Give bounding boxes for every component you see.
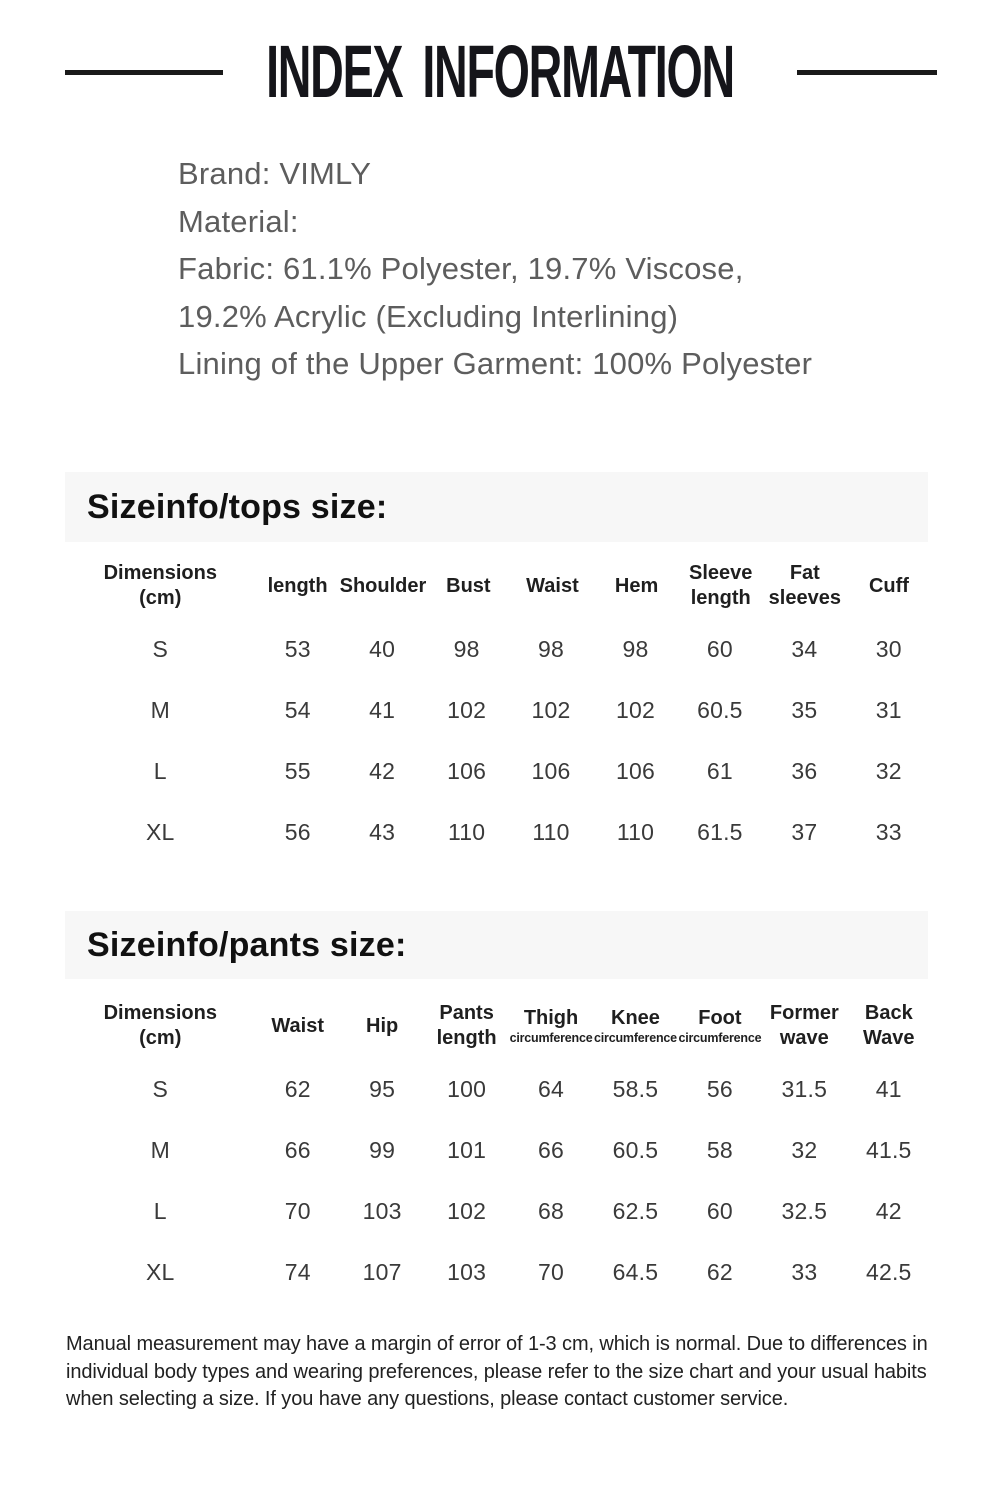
pants-table-header-row bbox=[65, 993, 931, 1059]
size-label: L bbox=[153, 758, 167, 784]
size-cell: 60 bbox=[706, 1198, 733, 1224]
tops-header-fat-sleeves: Fat sleeves bbox=[768, 562, 841, 609]
size-cell: 62.5 bbox=[612, 1198, 659, 1224]
tops-header-bust: Bust bbox=[446, 574, 491, 597]
size-cell: 60 bbox=[706, 636, 733, 662]
size-cell: 98 bbox=[453, 636, 480, 662]
size-cell: 66 bbox=[284, 1137, 311, 1163]
size-cell: 98 bbox=[538, 636, 565, 662]
pants-row-xl bbox=[65, 1242, 931, 1303]
size-cell: 110 bbox=[447, 819, 486, 845]
size-cell: 62 bbox=[706, 1259, 733, 1285]
material-line: Material: bbox=[178, 203, 299, 239]
size-cell: 35 bbox=[791, 697, 818, 723]
size-cell: 102 bbox=[615, 697, 655, 723]
size-label: XL bbox=[145, 819, 175, 845]
size-cell: 102 bbox=[531, 697, 571, 723]
pants-header-dimensions: Dimensions (cm) bbox=[103, 1002, 217, 1049]
pants-header-back-wave: Back Wave bbox=[863, 1002, 915, 1049]
title-divider-right bbox=[797, 70, 937, 75]
size-cell: 30 bbox=[875, 636, 902, 662]
size-cell: 41 bbox=[875, 1076, 902, 1102]
size-cell: 41.5 bbox=[865, 1137, 912, 1163]
pants-section-heading-label: Sizeinfo/pants size: bbox=[87, 925, 407, 964]
size-cell: 32.5 bbox=[781, 1198, 828, 1224]
size-cell: 110 bbox=[616, 819, 655, 845]
tops-header-hem: Hem bbox=[614, 574, 659, 597]
size-cell: 106 bbox=[531, 758, 571, 784]
fabric-line: Fabric: 61.1% Polyester, 19.7% Viscose, bbox=[178, 251, 744, 286]
pants-section-heading bbox=[65, 911, 928, 979]
measurement-disclaimer: Manual measurement may have a margin of error of 1-3 cm, which is normal. Due to differences in individual body types and wearing preferences, please refer to the size chart and your usual habits when selecting a size. If you have any questions, please contact customer service. bbox=[66, 1333, 928, 1410]
tops-row-m bbox=[65, 680, 931, 741]
title-banner bbox=[0, 30, 1000, 113]
size-cell: 58.5 bbox=[612, 1076, 659, 1102]
size-cell: 40 bbox=[369, 636, 396, 662]
size-cell: 32 bbox=[791, 1137, 818, 1163]
size-cell: 34 bbox=[791, 636, 818, 662]
size-cell: 102 bbox=[447, 1198, 487, 1224]
size-cell: 106 bbox=[615, 758, 655, 784]
size-cell: 100 bbox=[447, 1076, 487, 1102]
size-cell: 107 bbox=[362, 1259, 402, 1285]
size-cell: 70 bbox=[284, 1198, 311, 1224]
size-cell: 61.5 bbox=[697, 819, 743, 845]
size-cell: 101 bbox=[447, 1137, 487, 1163]
size-cell: 70 bbox=[538, 1259, 565, 1285]
size-cell: 31.5 bbox=[781, 1076, 828, 1102]
lining-line: Lining of the Upper Garment: 100% Polyester bbox=[178, 346, 813, 381]
size-cell: 99 bbox=[369, 1137, 396, 1163]
pants-header-foot-circumference: Foot circumference bbox=[678, 1006, 762, 1045]
size-cell: 42.5 bbox=[865, 1259, 912, 1285]
size-cell: 74 bbox=[284, 1259, 311, 1285]
pants-header-thigh-circumference: Thigh circumference bbox=[509, 1006, 593, 1045]
pants-header-waist: Waist bbox=[271, 1014, 325, 1037]
tops-header-waist: Waist bbox=[526, 574, 579, 597]
pants-header-pants-length: Pants length bbox=[436, 1002, 497, 1049]
size-cell: 66 bbox=[538, 1137, 565, 1163]
tops-size-table bbox=[65, 553, 931, 863]
size-cell: 43 bbox=[369, 819, 396, 845]
size-cell: 110 bbox=[532, 819, 570, 845]
tops-header-shoulder: Shoulder bbox=[339, 574, 427, 597]
pants-row-l bbox=[65, 1181, 931, 1242]
tops-section-heading-label: Sizeinfo/tops size: bbox=[87, 487, 388, 526]
pants-header-hip: Hip bbox=[366, 1014, 399, 1037]
size-cell: 102 bbox=[447, 697, 487, 723]
size-label: L bbox=[153, 1198, 167, 1224]
size-label: M bbox=[150, 697, 170, 723]
size-cell: 60.5 bbox=[612, 1137, 659, 1163]
size-cell: 56 bbox=[706, 1076, 733, 1102]
brand-line: Brand: VIMLY bbox=[178, 156, 372, 191]
tops-header-sleeve-length: Sleeve length bbox=[689, 562, 753, 609]
size-label: S bbox=[152, 636, 169, 662]
tops-header-dimensions: Dimensions (cm) bbox=[103, 562, 217, 609]
size-cell: 33 bbox=[875, 819, 902, 845]
page-title: INDEX INFORMATION bbox=[266, 30, 734, 113]
size-cell: 60.5 bbox=[697, 697, 743, 723]
size-cell: 95 bbox=[369, 1076, 396, 1102]
size-cell: 41 bbox=[369, 697, 396, 723]
size-cell: 64.5 bbox=[612, 1259, 659, 1285]
size-cell: 58 bbox=[706, 1137, 733, 1163]
size-cell: 56 bbox=[284, 819, 311, 845]
tops-row-xl bbox=[65, 802, 931, 863]
size-cell: 61 bbox=[706, 758, 733, 784]
tops-row-s bbox=[65, 619, 931, 680]
size-cell: 103 bbox=[447, 1259, 487, 1285]
size-cell: 31 bbox=[875, 697, 902, 723]
size-cell: 62 bbox=[284, 1076, 311, 1102]
size-label: M bbox=[150, 1137, 170, 1163]
size-cell: 36 bbox=[791, 758, 818, 784]
size-cell: 33 bbox=[791, 1259, 818, 1285]
size-cell: 55 bbox=[284, 758, 311, 784]
pants-header-knee-circumference: Knee circumference bbox=[594, 1006, 677, 1045]
fabric-line-2: 19.2% Acrylic (Excluding Interlining) bbox=[178, 298, 679, 334]
size-cell: 42 bbox=[369, 758, 396, 784]
product-info bbox=[178, 150, 812, 388]
tops-header-cuff: Cuff bbox=[868, 574, 909, 597]
tops-row-l bbox=[65, 741, 931, 802]
size-cell: 42 bbox=[875, 1198, 902, 1224]
pants-header-former-wave: Former wave bbox=[769, 1002, 839, 1049]
size-cell: 106 bbox=[447, 758, 487, 784]
pants-size-table bbox=[65, 993, 931, 1303]
tops-table-header-row bbox=[65, 553, 931, 619]
pants-row-m bbox=[65, 1120, 931, 1181]
size-cell: 64 bbox=[538, 1076, 565, 1102]
tops-header-length: length bbox=[267, 574, 328, 597]
tops-section-heading bbox=[65, 472, 928, 542]
size-label: S bbox=[152, 1076, 169, 1102]
size-cell: 68 bbox=[538, 1198, 565, 1224]
size-cell: 37 bbox=[791, 819, 818, 845]
size-cell: 53 bbox=[284, 636, 311, 662]
size-cell: 98 bbox=[622, 636, 649, 662]
size-cell: 32 bbox=[875, 758, 902, 784]
size-cell: 103 bbox=[362, 1198, 402, 1224]
size-label: XL bbox=[145, 1259, 175, 1285]
size-cell: 54 bbox=[284, 697, 311, 723]
pants-row-s bbox=[65, 1059, 931, 1120]
